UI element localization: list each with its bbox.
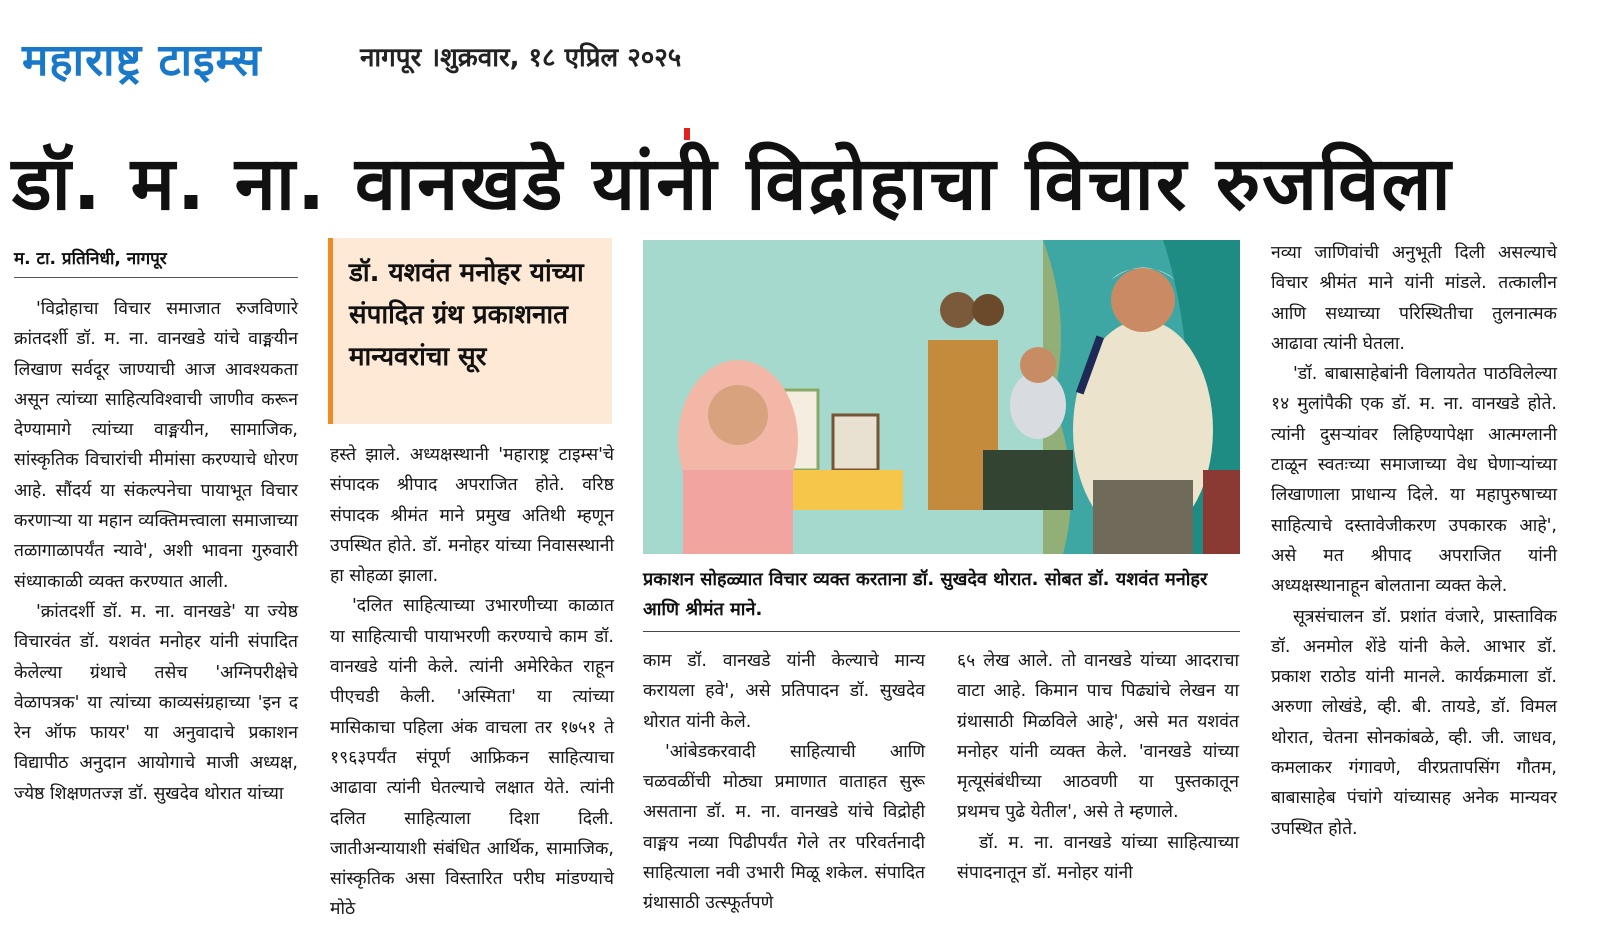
paragraph: नव्या जाणिवांची अनुभूती दिली असल्याचे विचार श्रीमंत माने यांनी मांडले. तत्कालीन आणि सध्याच्या परिस्थितीचा तुलनात्मक आढावा त्यांनी घेतला. — [1271, 243, 1557, 354]
paragraph: हस्ते झाले. अध्यक्षस्थानी 'महाराष्ट्र टाइम्स'चे संपादक श्रीपाद अपराजित होते. वरिष्ठ संपादक श्रीमंत माने प्रमुख अतिथी म्हणून उपस्थित होते. डॉ. मनोहर यांच्या निवासस्थानी हा सोहळा झाला. — [330, 445, 614, 587]
article-column-3 — [643, 646, 925, 919]
subheadline-box: डॉ. यशवंत मनोहर यांच्या संपादित ग्रंथ प्रकाशनात मान्यवरांचा सूर — [328, 238, 612, 424]
paragraph: 'क्रांतदर्शी डॉ. म. ना. वानखडे' या ज्येष्ठ विचारवंत डॉ. यशवंत मनोहर यांनी संपादित केलेल्या ग्रंथाचे तसेच 'अग्निपरीक्षेचे वेळापत्रक' या त्यांच्या काव्यसंग्रहाच्या 'इन द रेन ऑफ फायर' या अनुवादाचे प्रकाशन विद्यापीठ अनुदान आयोगाचे माजी अध्यक्ष, ज्येष्ठ शिक्षणतज्ज्ञ डॉ. सुखदेव थोरात यांच्या — [14, 601, 298, 804]
paragraph: 'आंबेडकरवादी साहित्याची आणि चळवळींची मोठ्या प्रमाणात वाताहत सुरू असताना डॉ. म. ना. वानखडे यांचे विद्रोही वाङ्मय नव्या पिढीपर्यंत गेले तर परिवर्तनादी साहित्याला नवी उभारी मिळू शकेल. संपादित ग्रंथासाठी उत्स्फूर्तपणे — [643, 741, 925, 914]
article-column-1 — [14, 294, 298, 809]
dateline: नागपूर ।शुक्रवार, १८ एप्रिल २०२५ — [360, 43, 682, 73]
paragraph: ६५ लेख आले. तो वानखडे यांच्या आदराचा वाटा आहे. किमान पाच पिढ्यांचे लेखन या ग्रंथासाठी मिळविले आहे', असे मत यशवंत मनोहर यांनी व्यक्त केले. 'वानखडे यांच्या मृत्यूसंबंधीच्या आठवणी या पुस्तकातून प्रथमच पुढे येतील', असे ते म्हणाले. — [957, 651, 1239, 823]
paragraph: सूत्रसंचालन डॉ. प्रशांत वंजारे, प्रास्ताविक डॉ. अनमोल शेंडे यांनी केले. आभार डॉ. प्रकाश राठोड यांनी मानले. कार्यक्रमाला डॉ. अरुणा लोखंडे, व्ही. बी. तायडे, डॉ. विमल थोरात, चेतना सोनकांबळे, व्ही. जी. जाधव, कमलाकर गंगावणे, वीरप्रतापसिंग गौतम, बाबासाहेब पंचांगे यांच्यासह अनेक मान्यवर उपस्थित होते. — [1271, 606, 1557, 839]
article-column-4 — [957, 646, 1239, 888]
article-column-2 — [330, 440, 614, 925]
byline: म. टा. प्रतिनिधी, नागपूर — [14, 246, 298, 278]
event-photo — [643, 240, 1240, 554]
article-column-5 — [1271, 238, 1557, 844]
paragraph: 'विद्रोहाचा विचार समाजात रुजविणारे क्रांतदर्शी डॉ. म. ना. वानखडे यांचे वाङ्मयीन लिखाण सर्वदूर जाण्याची आज आवश्यकता असून त्यांच्या साहित्यविश्वाची जाणीव करून देण्यामागे त्यांच्या वाङ्मयीन, सामाजिक, सांस्कृतिक विचारांची मीमांसा करण्याचे धोरण आहे. सौंदर्य या संकल्पनेचा पायाभूत विचार करणाऱ्या या महान व्यक्तिमत्त्वाला समाजाच्या तळागाळापर्यंत न्यावे', अशी भावना गुरुवारी संध्याकाळी व्यक्त करण्यात आली. — [14, 299, 298, 592]
event-photo-illustration — [643, 240, 1240, 554]
paragraph: डॉ. म. ना. वानखडे यांच्या साहित्याच्या संपादनातून डॉ. मनोहर यांनी — [957, 832, 1239, 884]
paragraph: 'डॉ. बाबासाहेबांनी विलायतेत पाठविलेल्या १४ मुलांपैकी एक डॉ. म. ना. वानखडे होते. त्यांनी दुसऱ्यांवर लिहिण्यापेक्षा आत्मग्लानी टाळून स्वतःच्या समाजाच्या वेध घेणाऱ्यांच्या लिखाणाला प्राधान्य दिले. या महापुरुषाच्या साहित्याचे दस्तावेजीकरण उपकारक आहे', असे मत श्रीपाद अपराजित यांनी अध्यक्षस्थानाहून बोलताना व्यक्त केले. — [1271, 364, 1557, 597]
headline: डॉ. म. ना. वानखडे यांनी विद्रोहाचा विचार रुजविला — [12, 141, 1453, 227]
photo-caption: प्रकाशन सोहळ्यात विचार व्यक्त करताना डॉ. सुखदेव थोरात. सोबत डॉ. यशवंत मनोहर आणि श्रीमंत माने. — [643, 565, 1240, 632]
masthead-logo: महाराष्ट्र टाइम्स — [22, 35, 262, 86]
paragraph: काम डॉ. वानखडे यांनी केल्याचे मान्य करायला हवे', असे प्रतिपादन डॉ. सुखदेव थोरात यांनी केले. — [643, 651, 925, 732]
paragraph: 'दलित साहित्याच्या उभारणीच्या काळात या साहित्याची पायाभरणी करण्याचे काम डॉ. वानखडे यांनी केले. त्यांनी अमेरिकेत राहून पीएचडी केली. 'अस्मिता' या त्यांच्या मासिकाचा पहिला अंक वाचला तर १७५१ ते १९६३पर्यंत संपूर्ण आफ्रिकन साहित्याचा आढावा त्यांनी घेतल्याचे लक्षात येते. त्यांनी दलित साहित्याला दिशा दिली. जातीअन्यायाशी संबंधित आर्थिक, सामाजिक, सांस्कृतिक असा विस्तारित परीघ मांडण्याचे मोठे — [330, 596, 614, 920]
